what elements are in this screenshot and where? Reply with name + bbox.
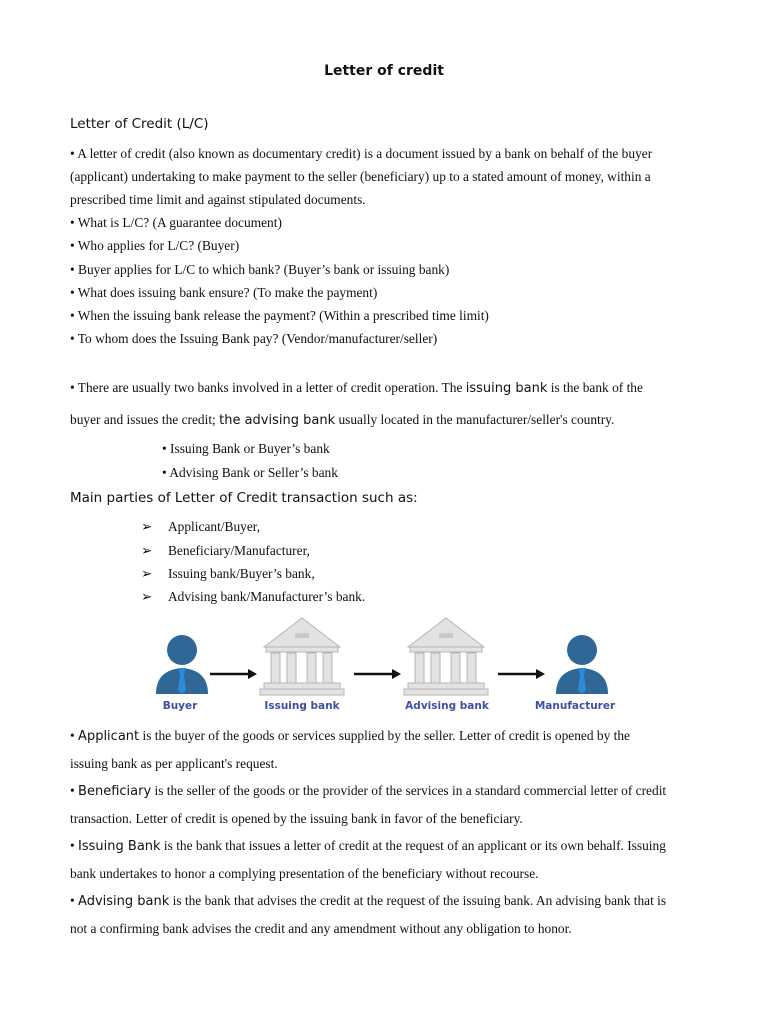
arrow-right-icon [210, 669, 257, 679]
intro-line-1: • A letter of credit (also known as documentary credit) is a document issued by a bank on behalf of the buyer [70, 146, 653, 161]
term-issuing-bank: Issuing Bank [78, 839, 161, 854]
bank-building-icon [260, 618, 344, 695]
diagram-label-manufacturer: Manufacturer [534, 700, 616, 712]
buyer-person-icon [156, 635, 208, 694]
arrow-bullet-icon: ➢ [141, 519, 153, 534]
arrow-bullet-icon: ➢ [141, 543, 153, 558]
banks-paragraph-line-1: • There are usually two banks involved in a letter of credit operation. The issuing bank is the bank of the [70, 380, 643, 396]
arrow-bullet-icon: ➢ [141, 566, 153, 581]
bank-type-item: • Advising Bank or Seller’s bank [162, 465, 338, 480]
arrow-bullet-icon: ➢ [141, 589, 153, 604]
arrow-right-icon [354, 669, 401, 679]
parties-heading: Main parties of Letter of Credit transaction such as: [70, 490, 418, 506]
qa-item: • Buyer applies for L/C to which bank? (Buyer’s bank or issuing bank) [70, 262, 450, 277]
bank-building-icon [404, 618, 488, 695]
definition-advising-bank-line-2: not a confirming bank advises the credit and any amendment without any obligation to honor. [70, 921, 572, 936]
term-advising-bank: Advising bank [78, 894, 170, 909]
term-beneficiary: Beneficiary [78, 784, 152, 799]
qa-item: • To whom does the Issuing Bank pay? (Vendor/manufacturer/seller) [70, 331, 438, 346]
arrow-right-icon [498, 669, 545, 679]
definition-beneficiary-line-1: • Beneficiary is the seller of the goods or the provider of the services in a standard commercial letter of credit [70, 783, 667, 799]
keyword-advising-bank: the advising bank [219, 413, 336, 428]
banks-paragraph-line-2: buyer and issues the credit; the advising bank usually located in the manufacturer/seller's country. [70, 412, 615, 428]
intro-line-2: (applicant) undertaking to make payment to the seller (beneficiary) up to a stated amount of money, within a [70, 169, 651, 184]
definition-advising-bank-line-1: • Advising bank is the bank that advises the credit at the request of the issuing bank. An advising bank that is [70, 893, 667, 909]
diagram-label-issuing-bank: Issuing bank [264, 700, 340, 712]
diagram-label-advising-bank: Advising bank [405, 700, 489, 712]
qa-item: • Who applies for L/C? (Buyer) [70, 238, 240, 253]
definition-issuing-bank-line-1: • Issuing Bank is the bank that issues a letter of credit at the request of an applicant or its own behalf. Issuing [70, 838, 666, 854]
manufacturer-person-icon [556, 635, 608, 694]
intro-line-3: prescribed time limit and against stipulated documents. [70, 192, 366, 207]
qa-item: • What is L/C? (A guarantee document) [70, 215, 282, 230]
party-item: ➢ Advising bank/Manufacturer’s bank. [141, 589, 366, 604]
qa-item: • When the issuing bank release the payment? (Within a prescribed time limit) [70, 308, 489, 323]
keyword-issuing-bank: issuing bank [465, 381, 548, 396]
bank-type-item: • Issuing Bank or Buyer’s bank [162, 441, 330, 456]
diagram-label-buyer: Buyer [162, 700, 198, 712]
definition-issuing-bank-line-2: bank undertakes to honor a complying presentation of the beneficiary without recourse. [70, 866, 539, 881]
definition-beneficiary-line-2: transaction. Letter of credit is opened by the issuing bank in favor of the beneficiary. [70, 811, 523, 826]
definition-applicant-line-1: • Applicant is the buyer of the goods or services supplied by the seller. Letter of credit is opened by the [70, 728, 630, 744]
term-applicant: Applicant [78, 729, 140, 744]
section-heading: Letter of Credit (L/C) [70, 116, 209, 132]
document-title: Letter of credit [324, 63, 444, 79]
party-item: ➢ Beneficiary/Manufacturer, [141, 543, 310, 558]
party-item: ➢ Issuing bank/Buyer’s bank, [141, 566, 315, 581]
qa-item: • What does issuing bank ensure? (To make the payment) [70, 285, 378, 300]
lc-flow-diagram [150, 612, 620, 716]
definition-applicant-line-2: issuing bank as per applicant's request. [70, 756, 278, 771]
party-item: ➢ Applicant/Buyer, [141, 519, 261, 534]
